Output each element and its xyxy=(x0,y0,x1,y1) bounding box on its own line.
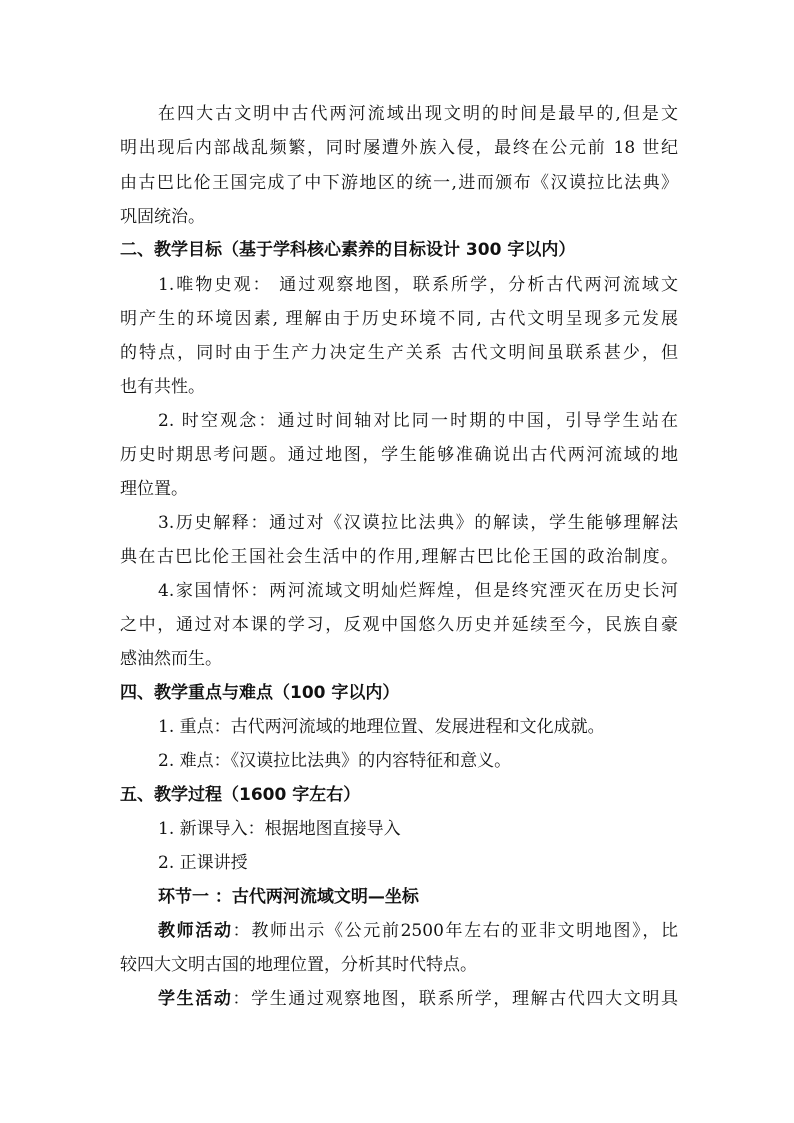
goal2-line-3: 理位置。 xyxy=(120,479,188,499)
section-heading-process: 五、教学过程（1600 字左右） xyxy=(120,785,361,805)
intro-line-3: 由古巴比伦王国完成了中下游地区的统一,进而颁布《汉谟拉比法典》 xyxy=(120,173,678,193)
goal1-line-1: 1.唯物史观： 通过观察地图，联系所学，分析古代两河流域文 xyxy=(158,275,678,295)
intro-line-2: 明出现后内部战乱频繁，同时屡遭外族入侵，最终在公元前 18 世纪 xyxy=(120,138,678,158)
goal1-line-3: 的特点，同时由于生产力决定生产关系 古代文明间虽联系甚少，但 xyxy=(120,343,678,363)
section-heading-objectives: 二、教学目标（基于学科核心素养的目标设计 300 字以内） xyxy=(120,240,576,260)
student-activity-text: ：学生通过观察地图，联系所学，理解古代四大文明具 xyxy=(232,989,679,1009)
goal2-line-2: 历史时期思考问题。通过地图，学生能够准确说出古代两河流域的地 xyxy=(120,445,678,465)
goal4-line-2: 之中，通过对本课的学习，反观中国悠久历史并延续至今，民族自豪 xyxy=(120,615,678,635)
intro-line-1: 在四大古文明中古代两河流域出现文明的时间是最早的,但是文 xyxy=(158,104,678,124)
key-point: 1. 重点：古代两河流域的地理位置、发展进程和文化成就。 xyxy=(158,717,605,737)
goal2-line-1: 2. 时空观念：通过时间轴对比同一时期的中国，引导学生站在 xyxy=(158,411,678,431)
goal1-line-4: 也有共性。 xyxy=(120,377,205,397)
teacher-activity-line-2: 较四大文明古国的地理位置，分析其时代特点。 xyxy=(120,955,477,975)
section-heading-key-points: 四、教学重点与难点（100 字以内） xyxy=(120,683,400,703)
goal4-line-3: 感油然而生。 xyxy=(120,649,222,669)
student-activity-line-1 xyxy=(158,989,678,1009)
teacher-activity-label: 教师活动 xyxy=(158,921,233,941)
teacher-activity-text: ：教师出示《公元前2500年左右的亚非文明地图》，比 xyxy=(232,921,679,941)
process-step-2: 2. 正课讲授 xyxy=(158,853,248,873)
process-step-1: 1. 新课导入：根据地图直接导入 xyxy=(158,819,401,839)
difficult-point: 2. 难点：《汉谟拉比法典》的内容特征和意义。 xyxy=(158,751,512,771)
link-one-title: 环节一 ：古代两河流域文明—坐标 xyxy=(158,887,419,907)
goal3-line-1: 3.历史解释：通过对《汉谟拉比法典》的解读，学生能够理解法 xyxy=(158,513,678,533)
intro-line-4: 巩固统治。 xyxy=(120,207,205,227)
student-activity-label: 学生活动 xyxy=(158,989,233,1009)
goal3-line-2: 典在古巴比伦王国社会生活中的作用,理解古巴比伦王国的政治制度。 xyxy=(120,547,678,567)
goal4-line-1: 4.家国情怀：两河流域文明灿烂辉煌，但是终究湮灭在历史长河 xyxy=(158,581,678,601)
goal1-line-2: 明产生的环境因素, 理解由于历史环境不同, 古代文明呈现多元发展 xyxy=(120,309,678,329)
teacher-activity-line-1 xyxy=(158,921,678,941)
